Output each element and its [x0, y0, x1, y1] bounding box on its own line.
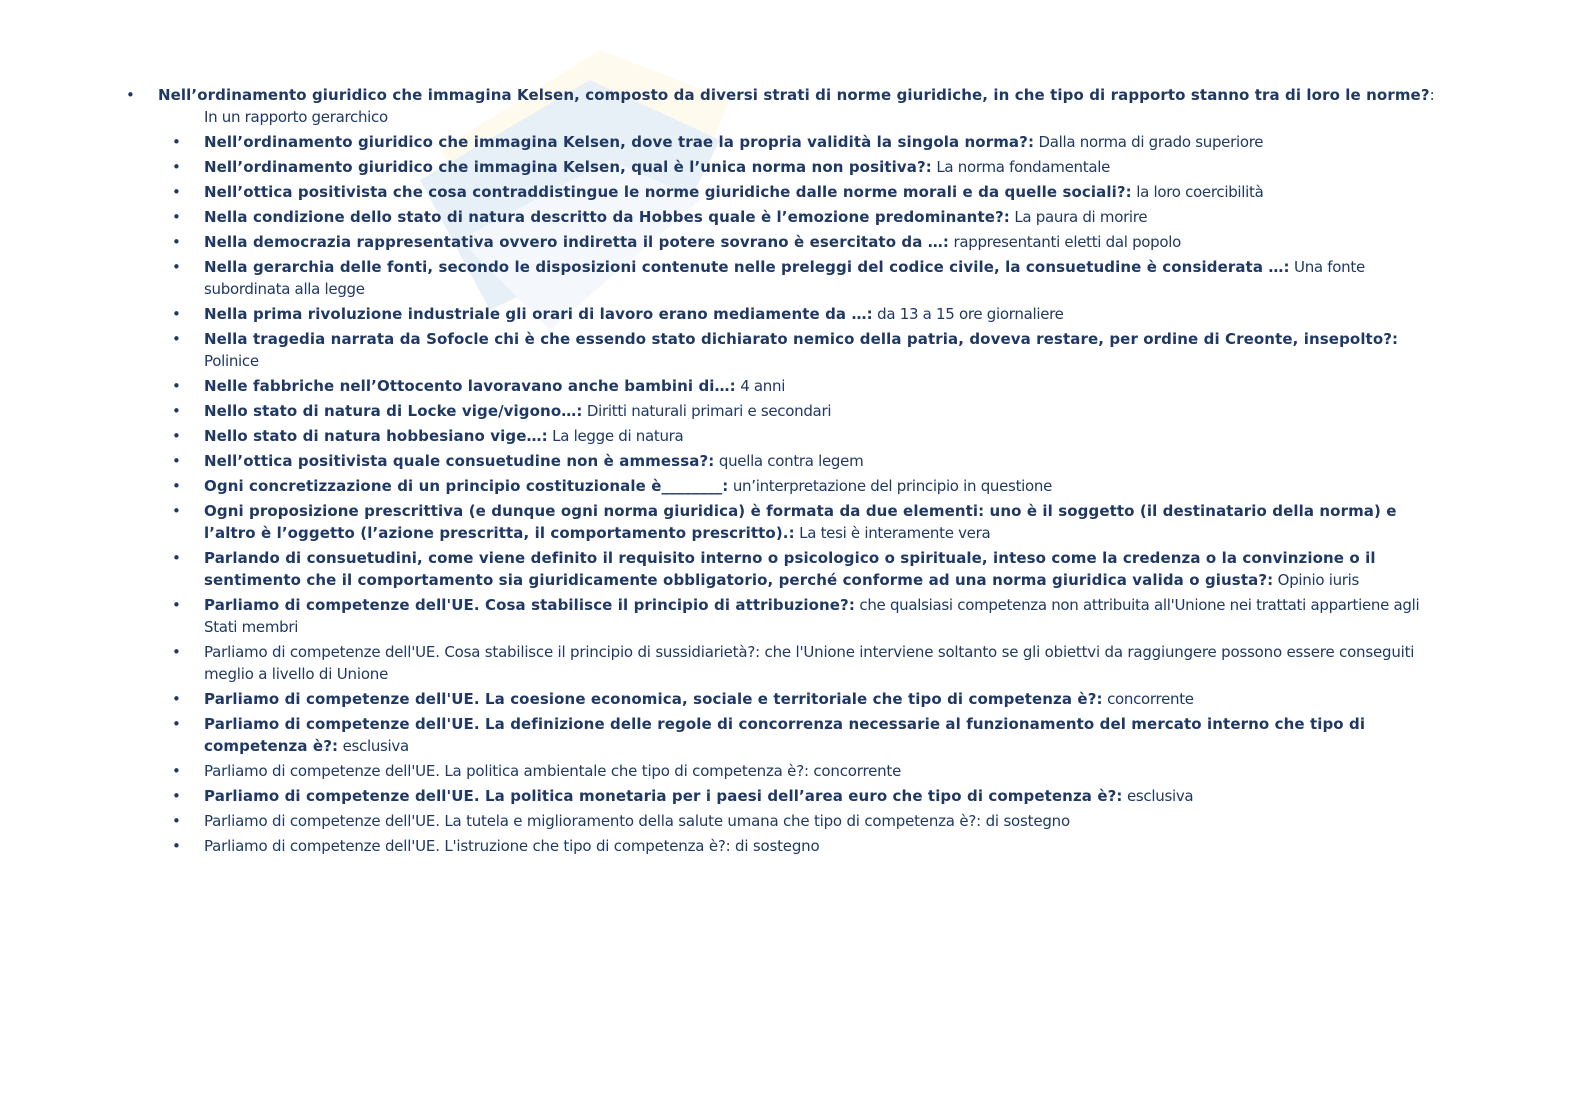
question-text: Nella democrazia rappresentativa ovvero indiretta il potere sovrano è esercitato da …:	[204, 233, 950, 251]
bullet-icon: •	[172, 330, 181, 348]
question-text: Parliamo di competenze dell'UE. La definizione delle regole di concorrenza necessarie al funzionamento del mercato interno che tipo di competenza è?:	[204, 715, 1366, 755]
answer-text: esclusiva	[1122, 787, 1194, 805]
list-item	[172, 328, 1432, 372]
question-text: Parliamo di competenze dell'UE. La tutela e miglioramento della salute umana che tipo di competenza è?: di sostegno	[204, 812, 1070, 830]
list-item	[172, 594, 1432, 638]
question-text: Parliamo di competenze dell'UE. L'istruzione che tipo di competenza è?: di sostegno	[204, 837, 820, 855]
question-text: Ogni proposizione prescrittiva (e dunque ogni norma giuridica) è formata da due elementi: uno è il soggetto (il destinatario della norma) e l’altro è l’oggetto (l’azione prescritta, il comportamento prescritto).:	[204, 502, 1397, 542]
bullet-icon: •	[172, 502, 181, 520]
bullet-icon: •	[172, 643, 181, 661]
answer-text: La tesi è interamente vera	[794, 524, 991, 542]
question-text: Parlando di consuetudini, come viene definito il requisito interno o psicologico o spirituale, inteso come la credenza o la convinzione o il sentimento che il comportamento sia giuridicamente obbligatorio, perché conforme ad una norma giuridica valida o giusta?:	[204, 549, 1376, 589]
answer-text: La paura di morire	[1009, 208, 1148, 226]
question-text: Parliamo di competenze dell'UE. Cosa stabilisce il principio di sussidiarietà?: che l'Unione interviene soltanto se gli obiettvi da raggiungere possono essere conseguiti meglio a livello di Unione	[204, 643, 1415, 683]
answer-text: Opinio iuris	[1273, 571, 1360, 589]
bullet-icon: •	[172, 787, 181, 805]
list-item	[172, 760, 1432, 782]
list-item	[172, 810, 1432, 832]
question-text: Ogni concretizzazione di un principio costituzionale è________:	[204, 477, 729, 495]
question-text: Nella tragedia narrata da Sofocle chi è che essendo stato dichiarato nemico della patria, doveva restare, per ordine di Creonte, insepolto?:	[204, 330, 1399, 348]
bullet-icon: •	[172, 377, 181, 395]
bullet-icon: •	[172, 596, 181, 614]
list-item	[172, 131, 1432, 153]
bullet-icon: •	[172, 549, 181, 567]
answer-text: Diritti naturali primari e secondari	[582, 402, 832, 420]
bullet-icon: •	[172, 812, 181, 830]
list-item	[172, 547, 1432, 591]
list-item	[172, 500, 1432, 544]
list-item	[172, 688, 1432, 710]
list-item	[172, 425, 1432, 447]
question-text: Nella gerarchia delle fonti, secondo le disposizioni contenute nelle preleggi del codice civile, la consuetudine è considerata …:	[204, 258, 1290, 276]
bullet-icon: •	[126, 86, 135, 104]
bullet-icon: •	[172, 305, 181, 323]
bullet-icon: •	[172, 233, 181, 251]
answer-text: 4 anni	[735, 377, 786, 395]
question-text: Nell’ottica positivista che cosa contraddistingue le norme giuridiche dalle norme morali e da quelle sociali?:	[204, 183, 1132, 201]
bullet-icon: •	[172, 158, 181, 176]
list-item	[172, 641, 1432, 685]
answer-text: un’interpretazione del principio in questione	[728, 477, 1053, 495]
answer-text: Polinice	[204, 352, 259, 370]
question-text: Nell’ottica positivista quale consuetudine non è ammessa?:	[204, 452, 715, 470]
question-text: Parliamo di competenze dell'UE. Cosa stabilisce il principio di attribuzione?:	[204, 596, 855, 614]
answer-text: la loro coercibilità	[1131, 183, 1264, 201]
bullet-icon: •	[172, 715, 181, 733]
list-item	[172, 400, 1432, 422]
list-item	[172, 785, 1432, 807]
question-text: Nella prima rivoluzione industriale gli orari di lavoro erano mediamente da …:	[204, 305, 873, 323]
question-text: Nella condizione dello stato di natura descritto da Hobbes quale è l’emozione predominante?:	[204, 208, 1010, 226]
bullet-icon: •	[172, 837, 181, 855]
list-item	[172, 256, 1432, 300]
list-item	[172, 181, 1432, 203]
bullet-icon: •	[172, 402, 181, 420]
answer-text: In un rapporto gerarchico	[204, 108, 388, 126]
question-text: Nello stato di natura hobbesiano vige…:	[204, 427, 548, 445]
bullet-icon: •	[172, 208, 181, 226]
answer-text: da 13 a 15 ore giornaliere	[872, 305, 1064, 323]
answer-text: La norma fondamentale	[931, 158, 1111, 176]
bullet-icon: •	[172, 133, 181, 151]
bullet-icon: •	[172, 183, 181, 201]
list-item	[172, 156, 1432, 178]
bullet-icon: •	[172, 258, 181, 276]
answer-text: concorrente	[1102, 690, 1194, 708]
question-list	[172, 131, 1432, 860]
bullet-icon: •	[172, 452, 181, 470]
question-text: Nell’ordinamento giuridico che immagina Kelsen, composto da diversi strati di norme giuridiche, in che tipo di rapporto stanno tra di loro le norme?	[158, 86, 1430, 104]
list-item	[172, 450, 1432, 472]
answer-text: Una fonte subordinata alla legge	[204, 258, 1365, 298]
list-item	[172, 713, 1432, 757]
bullet-icon: •	[172, 762, 181, 780]
question-text: Nello stato di natura di Locke vige/vigono…:	[204, 402, 583, 420]
question-text: Parliamo di competenze dell'UE. La politica monetaria per i paesi dell’area euro che tipo di competenza è?:	[204, 787, 1123, 805]
answer-text: quella contra legem	[714, 452, 864, 470]
question-text: Nell’ordinamento giuridico che immagina Kelsen, qual è l’unica norma non positiva?:	[204, 158, 932, 176]
question-text: Nell’ordinamento giuridico che immagina Kelsen, dove trae la propria validità la singola norma?:	[204, 133, 1035, 151]
bullet-icon: •	[172, 427, 181, 445]
answer-text: Dalla norma di grado superiore	[1034, 133, 1264, 151]
question-text: Parliamo di competenze dell'UE. La coesione economica, sociale e territoriale che tipo di competenza è?:	[204, 690, 1103, 708]
answer-text: che qualsiasi competenza non attribuita all'Unione nei trattati appartiene agli Stati membri	[204, 596, 1420, 636]
list-item	[172, 835, 1432, 857]
list-item	[172, 475, 1432, 497]
list-item	[172, 303, 1432, 325]
list-item	[172, 231, 1432, 253]
list-item-first	[126, 84, 1446, 128]
question-text: Nelle fabbriche nell’Ottocento lavoravano anche bambini di…:	[204, 377, 736, 395]
answer-text: La legge di natura	[547, 427, 684, 445]
answer-text: esclusiva	[338, 737, 409, 755]
separator-text: :	[1429, 86, 1435, 104]
answer-text: rappresentanti eletti dal popolo	[949, 233, 1182, 251]
list-item	[172, 375, 1432, 397]
bullet-icon: •	[172, 477, 181, 495]
list-item	[172, 206, 1432, 228]
question-text: Parliamo di competenze dell'UE. La politica ambientale che tipo di competenza è?: concorrente	[204, 762, 902, 780]
bullet-icon: •	[172, 690, 181, 708]
